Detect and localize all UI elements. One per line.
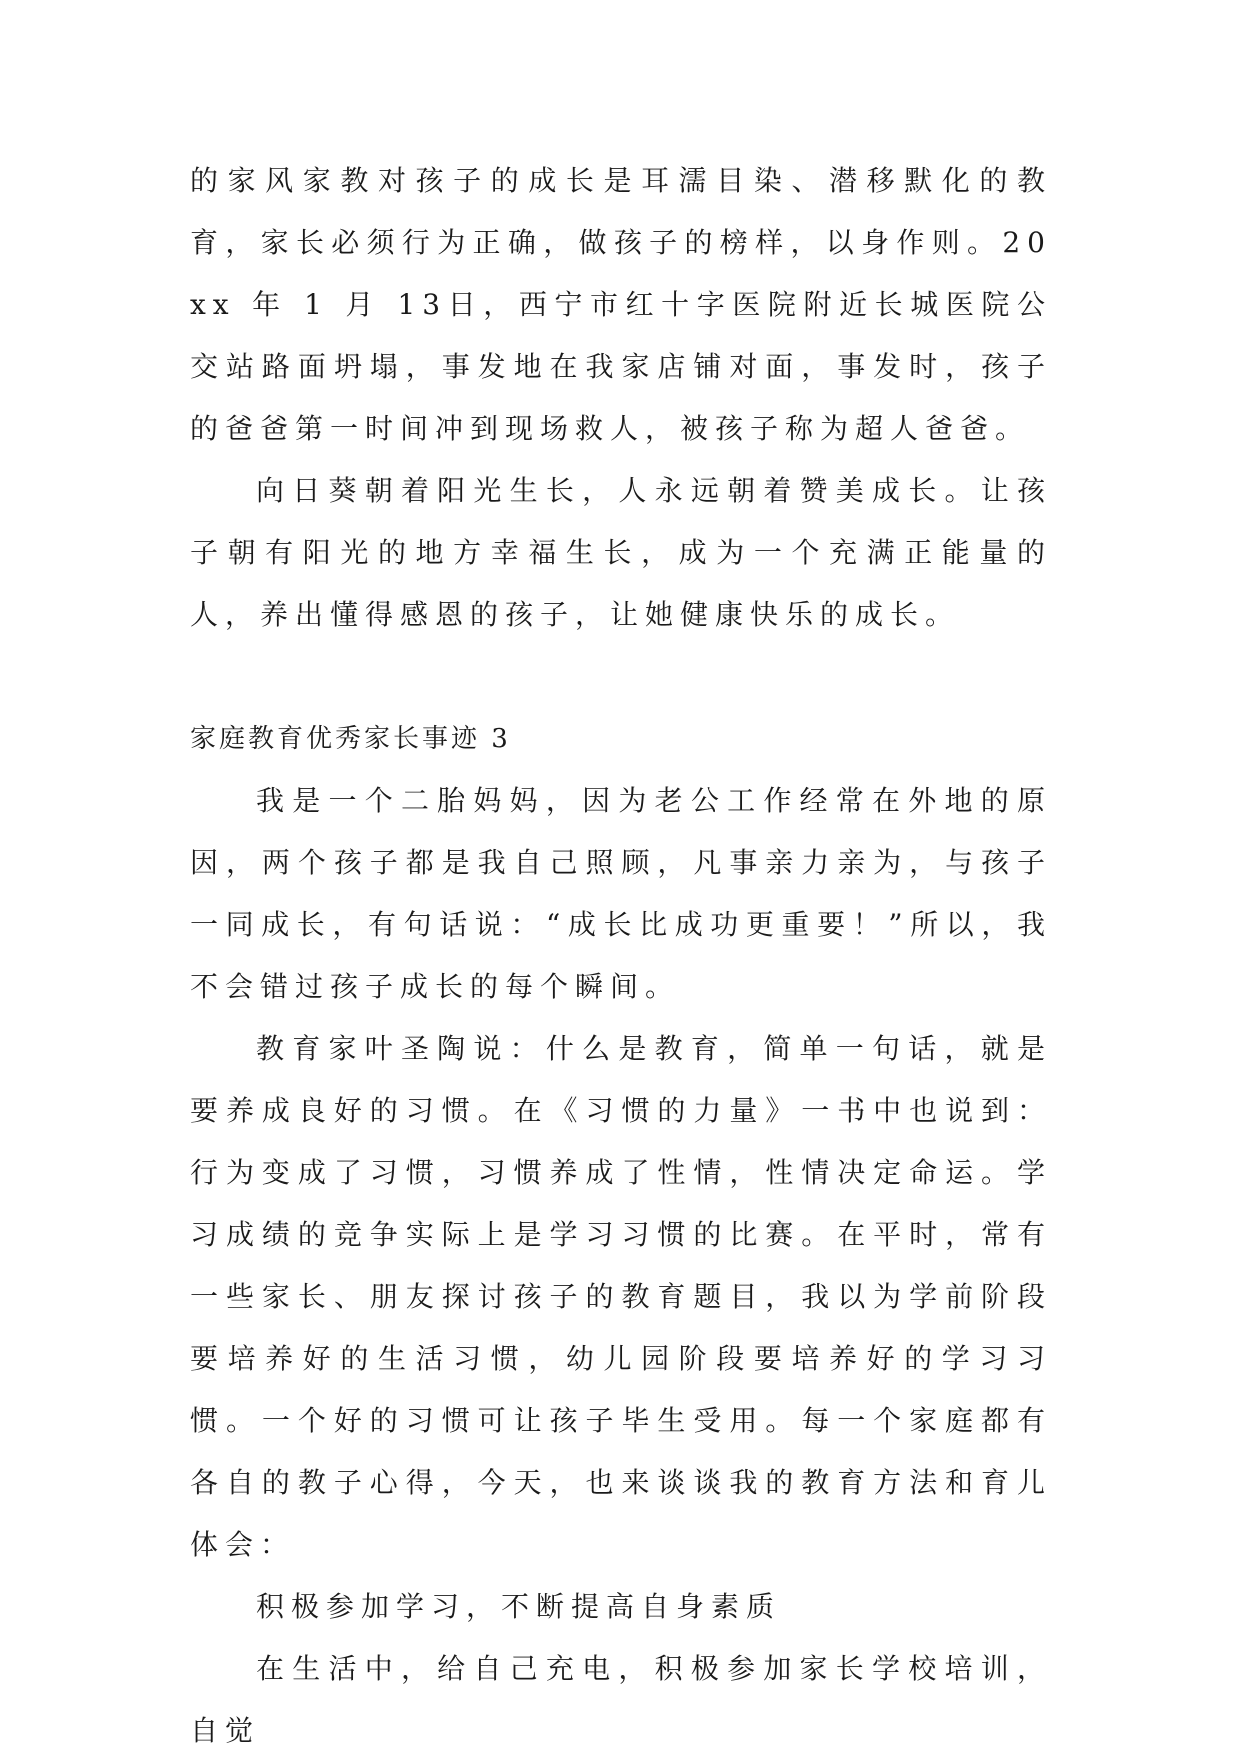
section-spacer: [190, 646, 1052, 708]
body-paragraph: 的家风家教对孩子的成长是耳濡目染、潜移默化的教育，家长必须行为正确，做孩子的榜样，以身作则。20xx 年 1 月 13日，西宁市红十字医院附近长城医院公交站路面坍塌，事发地在我家店铺对面，事发时，孩子的爸爸第一时间冲到现场救人，被孩子称为超人爸爸。: [190, 164, 1052, 445]
section-heading: 家庭教育优秀家长事迹 3: [190, 724, 511, 754]
document-body: [190, 150, 1052, 1762]
subsection-heading: 积极参加学习，不断提高自身素质: [256, 1590, 782, 1623]
body-paragraph: 在生活中，给自己充电，积极参加家长学校培训，自觉: [190, 1652, 1052, 1747]
body-paragraph: 我是一个二胎妈妈，因为老公工作经常在外地的原因，两个孩子都是我自己照顾，凡事亲力亲为，与孩子一同成长，有句话说：“成长比成功更重要！”所以，我不会错过孩子成长的每个瞬间。: [190, 784, 1052, 1003]
body-paragraph: 教育家叶圣陶说：什么是教育，简单一句话，就是要养成良好的习惯。在《习惯的力量》一书中也说到：行为变成了习惯，习惯养成了性情，性情决定命运。学习成绩的竞争实际上是学习习惯的比赛。在平时，常有一些家长、朋友探讨孩子的教育题目，我以为学前阶段要培养好的生活习惯，幼儿园阶段要培养好的学习习惯。一个好的习惯可让孩子毕生受用。每一个家庭都有各自的教子心得，今天，也来谈谈我的教育方法和育儿体会：: [190, 1032, 1052, 1561]
body-paragraph: 向日葵朝着阳光生长，人永远朝着赞美成长。让孩子朝有阳光的地方幸福生长，成为一个充满正能量的人，养出懂得感恩的孩子，让她健康快乐的成长。: [190, 474, 1052, 631]
